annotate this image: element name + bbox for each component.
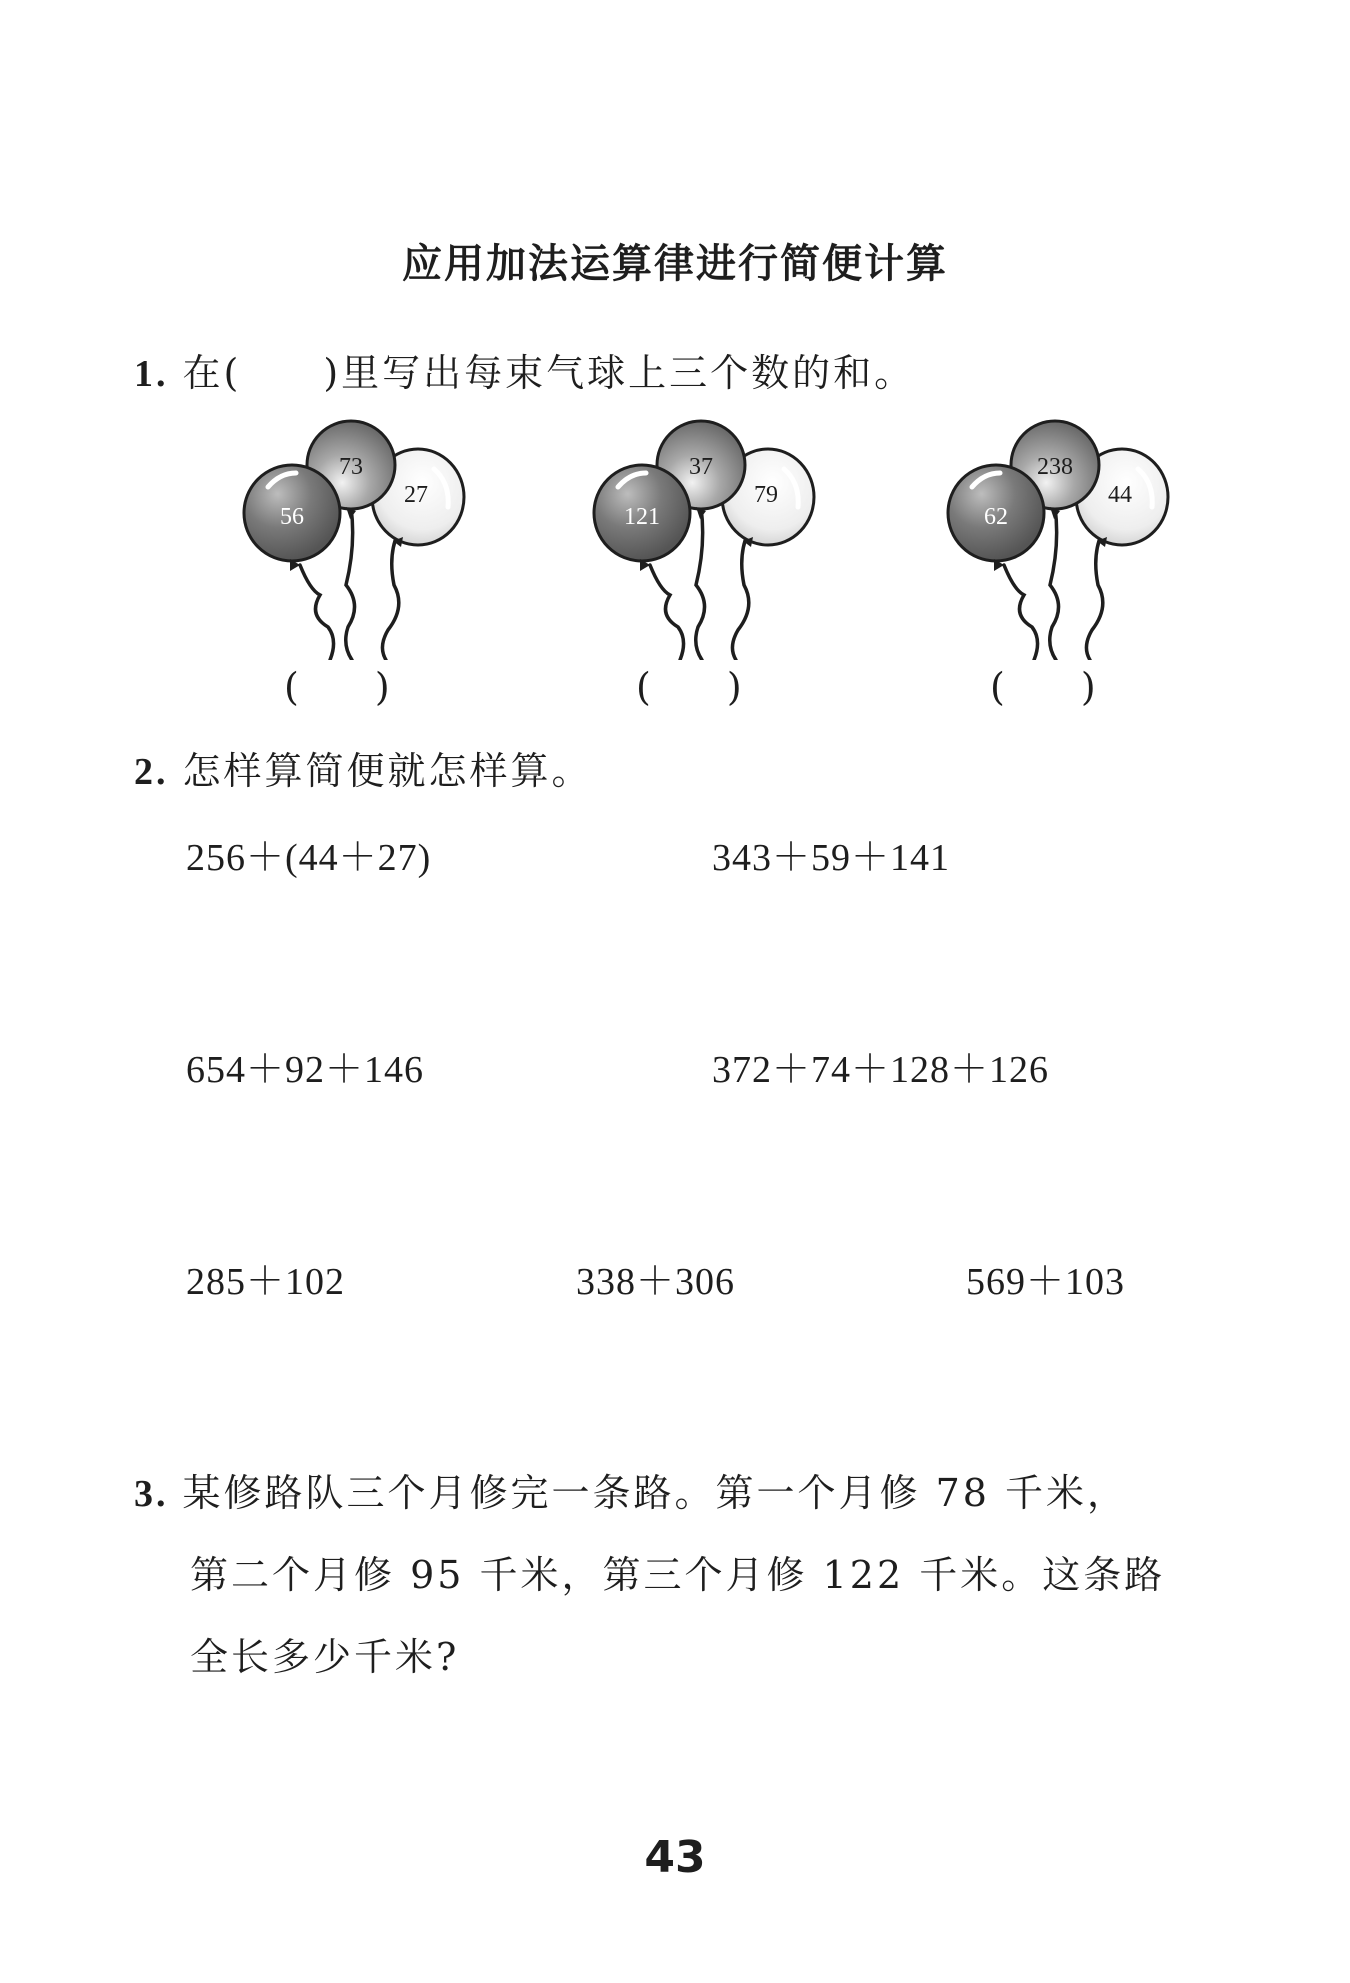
page-title: 应用加法运算律进行简便计算 [402, 241, 948, 287]
balloon-number: 27 [404, 482, 428, 508]
question-1 [134, 342, 915, 397]
question-3-number: 3. [134, 1473, 169, 1515]
answer-blank-2[interactable]: ( ) [636, 665, 742, 709]
balloon-bunch-2 [588, 415, 828, 660]
question-1-number: 1. [134, 353, 169, 395]
expression-7: 569＋103 [966, 1261, 1126, 1303]
balloon-bunch-3-icon [942, 415, 1182, 660]
question-3 [134, 1462, 1128, 1517]
page-number: 43 [644, 1832, 706, 1883]
balloon-number: 56 [280, 504, 304, 530]
expression-3: 654＋92＋146 [186, 1049, 425, 1091]
balloon-number: 238 [1037, 454, 1073, 480]
expression-5: 285＋102 [186, 1261, 346, 1303]
balloon-number: 44 [1108, 482, 1132, 508]
balloon-bunch-3 [942, 415, 1182, 660]
question-3-line-2: 第二个月修 95 千米，第三个月修 122 千米。这条路 [190, 1553, 1166, 1597]
balloon-number: 79 [754, 482, 778, 508]
balloon-number: 121 [624, 504, 660, 530]
question-2 [134, 740, 593, 795]
expression-6: 338＋306 [576, 1261, 736, 1303]
expression-4: 372＋74＋128＋126 [712, 1049, 1050, 1091]
balloon-bunch-1-icon [238, 415, 478, 660]
balloon-number: 37 [689, 454, 713, 480]
balloon-bunch-1 [238, 415, 478, 660]
answer-blank-3[interactable]: ( ) [990, 665, 1096, 709]
question-3-line-3: 全长多少千米? [190, 1635, 460, 1679]
balloon-number: 62 [984, 504, 1008, 530]
question-2-number: 2. [134, 751, 169, 793]
question-2-text: 怎样算简便就怎样算。 [182, 749, 593, 793]
question-1-text: 在( )里写出每束气球上三个数的和。 [182, 351, 916, 395]
expression-2: 343＋59＋141 [712, 837, 951, 879]
balloon-bunch-2-icon [588, 415, 828, 660]
answer-blank-1[interactable]: ( ) [284, 665, 390, 709]
question-3-line-1: 某修路队三个月修完一条路。第一个月修 78 千米， [182, 1471, 1129, 1515]
expression-1: 256＋(44＋27) [186, 837, 432, 879]
balloon-number: 73 [339, 454, 363, 480]
